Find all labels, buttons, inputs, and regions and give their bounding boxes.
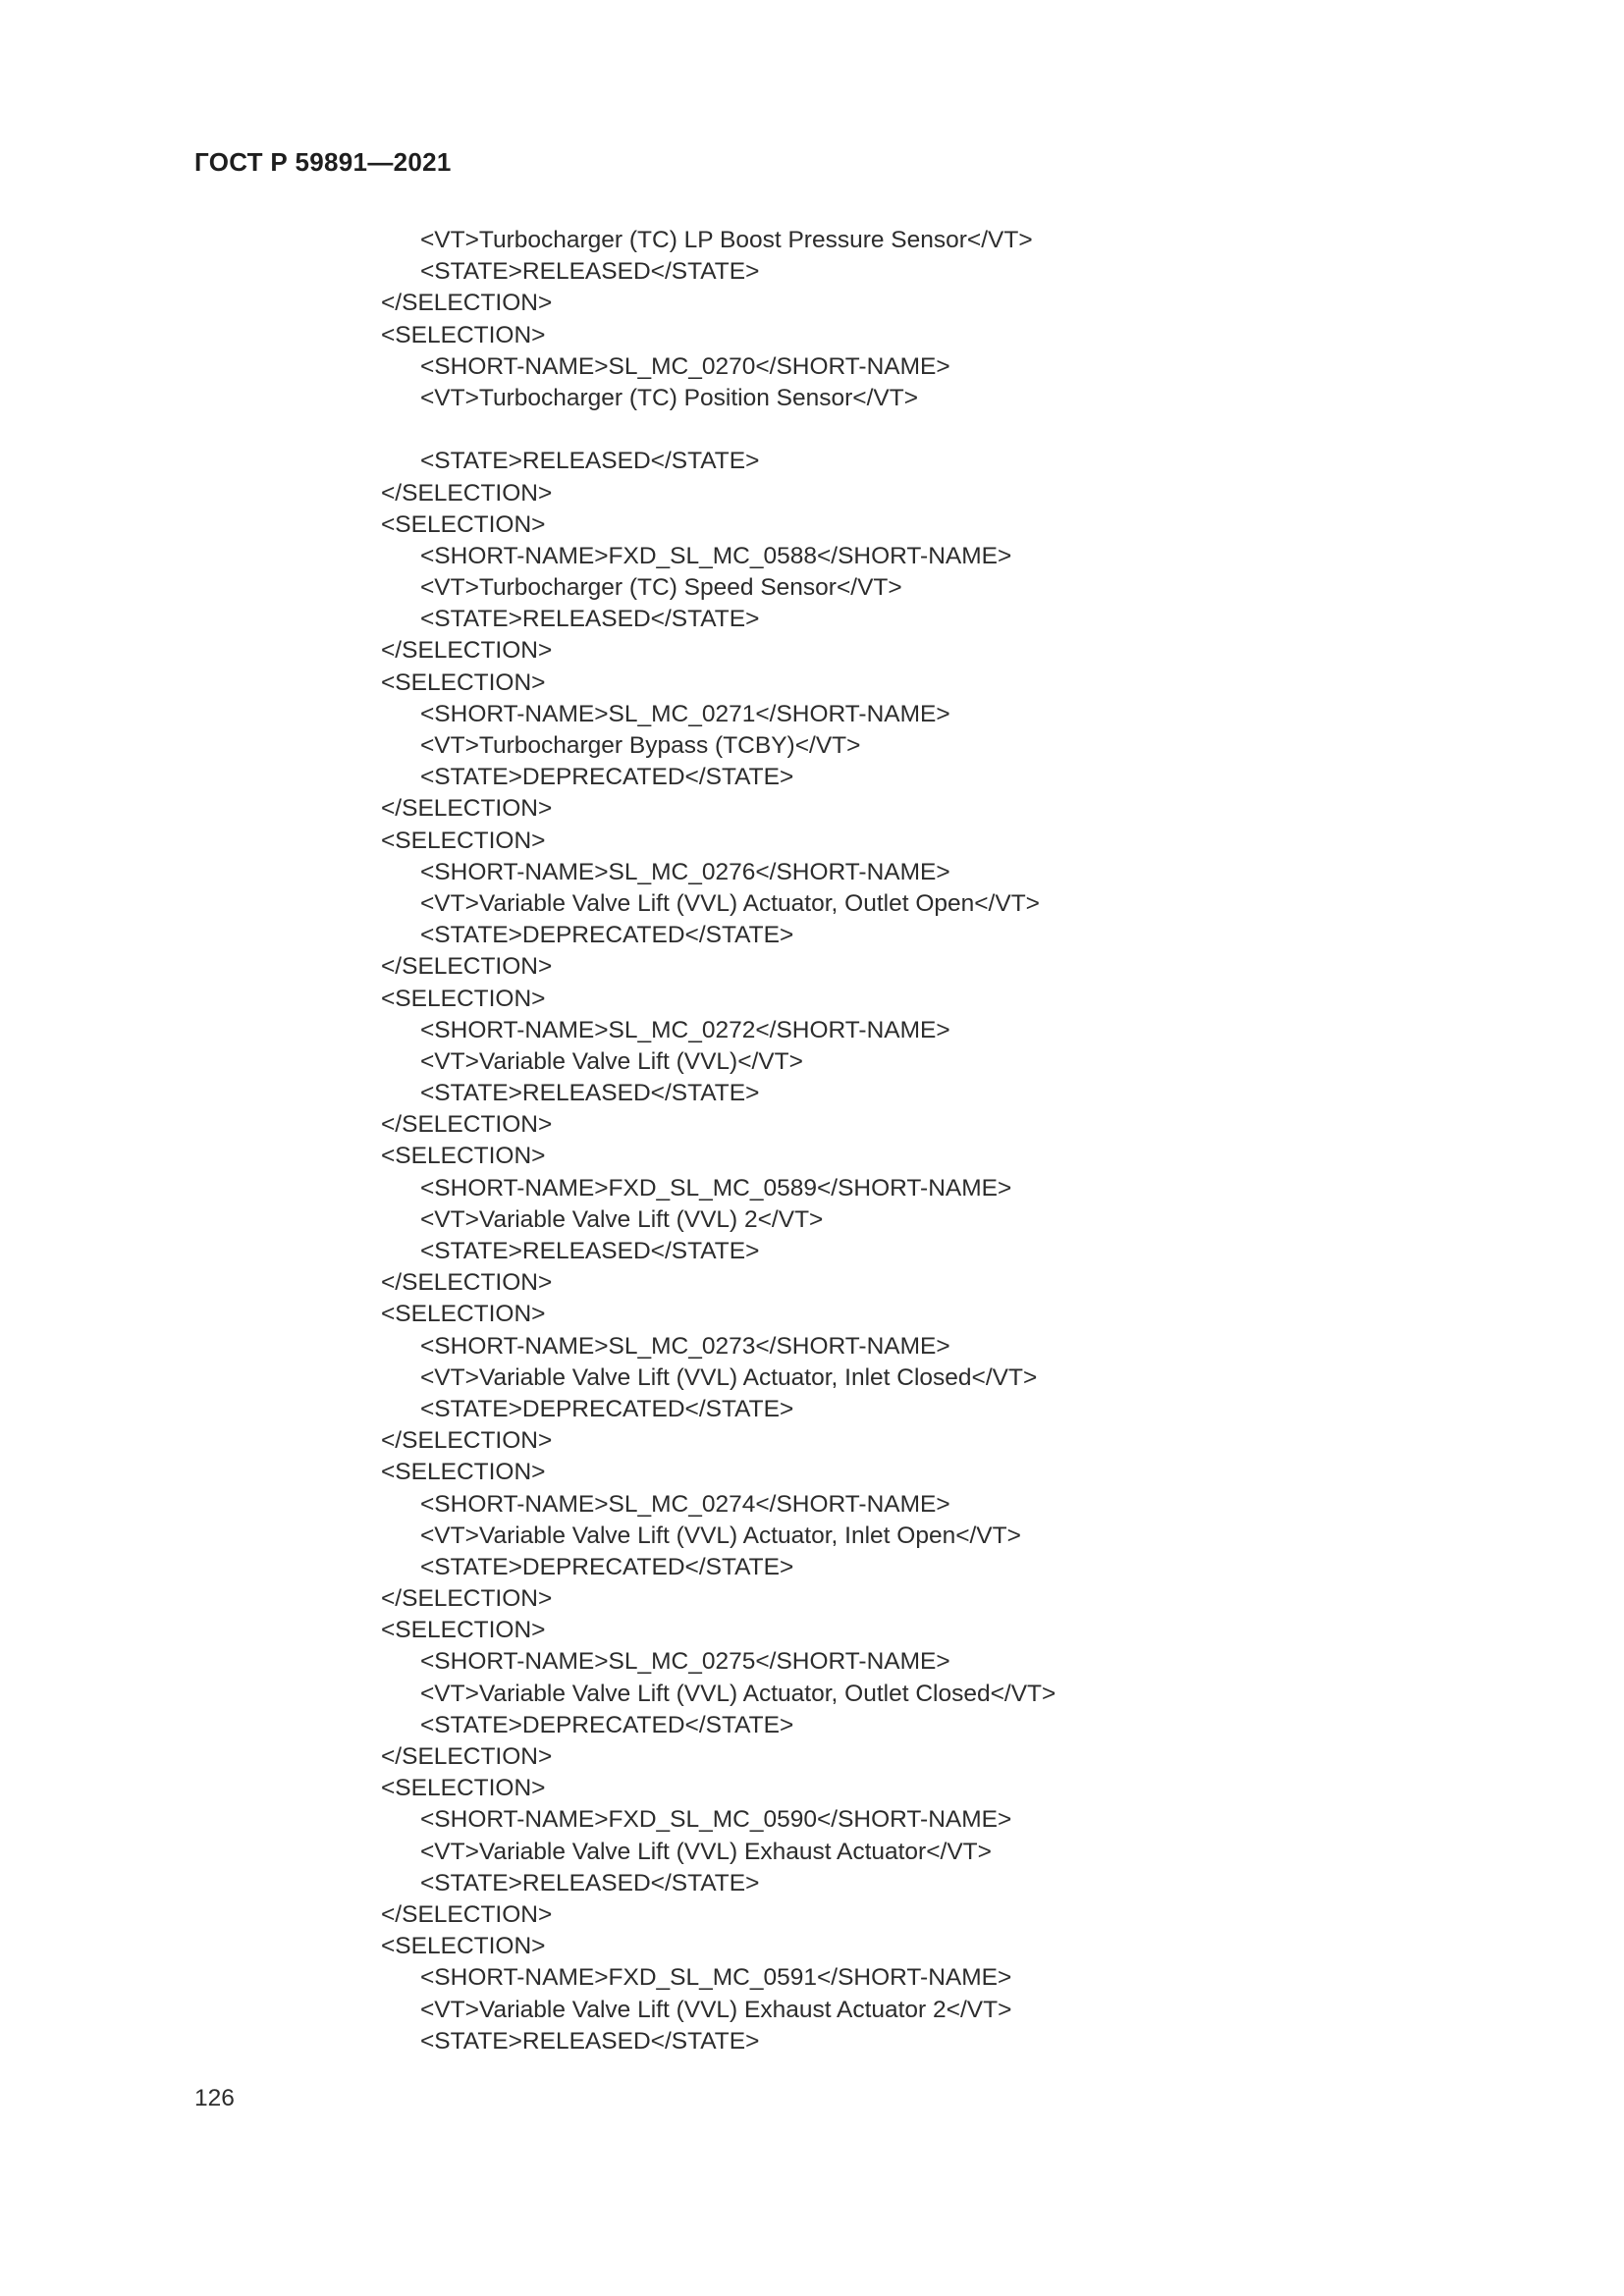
code-line: <SHORT-NAME>SL_MC_0275</SHORT-NAME> xyxy=(420,1648,950,1676)
code-line: <SELECTION> xyxy=(381,1301,546,1328)
code-line: <STATE>DEPRECATED</STATE> xyxy=(420,922,794,949)
code-line: <SHORT-NAME>FXD_SL_MC_0588</SHORT-NAME> xyxy=(420,542,1012,569)
code-line: <SELECTION> xyxy=(381,1775,546,1802)
page-number: 126 xyxy=(194,2085,235,2111)
blank-line xyxy=(381,414,1510,446)
code-line: <SHORT-NAME>FXD_SL_MC_0589</SHORT-NAME> xyxy=(420,1174,1012,1201)
code-line: </SELECTION> xyxy=(381,1427,553,1455)
code-line: <VT>Variable Valve Lift (VVL) Actuator, Outlet Open</VT> xyxy=(420,889,1040,917)
code-line: </SELECTION> xyxy=(381,1111,553,1139)
code-line: <VT>Variable Valve Lift (VVL) 2</VT> xyxy=(420,1205,824,1233)
code-line: <STATE>RELEASED</STATE> xyxy=(420,606,760,633)
code-line: <VT>Turbocharger (TC) Speed Sensor</VT> xyxy=(420,574,902,602)
code-line: <SHORT-NAME>SL_MC_0272</SHORT-NAME> xyxy=(420,1016,950,1043)
code-line: <STATE>DEPRECATED</STATE> xyxy=(420,1395,794,1422)
code-line: <SELECTION> xyxy=(381,827,546,854)
code-line: <VT>Variable Valve Lift (VVL) Exhaust Actuator</VT> xyxy=(420,1838,992,1865)
code-line: <SELECTION> xyxy=(381,1143,546,1170)
code-line: <VT>Turbocharger (TC) Position Sensor</VT> xyxy=(420,384,918,411)
code-line: <STATE>RELEASED</STATE> xyxy=(420,1869,760,1896)
code-line: <VT>Variable Valve Lift (VVL) Exhaust Actuator 2</VT> xyxy=(420,1996,1012,2023)
code-line: </SELECTION> xyxy=(381,637,553,665)
code-line: <SHORT-NAME>FXD_SL_MC_0590</SHORT-NAME> xyxy=(420,1806,1012,1834)
code-line: <STATE>RELEASED</STATE> xyxy=(420,2027,760,2055)
code-line: <VT>Variable Valve Lift (VVL) Actuator, Inlet Closed</VT> xyxy=(420,1363,1038,1391)
code-line: <SHORT-NAME>SL_MC_0273</SHORT-NAME> xyxy=(420,1332,950,1360)
code-line: <VT>Variable Valve Lift (VVL) Actuator, Inlet Open</VT> xyxy=(420,1522,1021,1549)
code-line: </SELECTION> xyxy=(381,479,553,507)
code-line: <STATE>DEPRECATED</STATE> xyxy=(420,1553,794,1580)
code-line: <SHORT-NAME>SL_MC_0276</SHORT-NAME> xyxy=(420,858,950,885)
code-line: <SELECTION> xyxy=(381,1459,546,1486)
code-line: </SELECTION> xyxy=(381,1900,553,1928)
code-line: <STATE>RELEASED</STATE> xyxy=(420,448,760,475)
code-line: <SELECTION> xyxy=(381,510,546,538)
code-line: <STATE>RELEASED</STATE> xyxy=(420,1238,760,1264)
code-line: <VT>Turbocharger Bypass (TCBY)</VT> xyxy=(420,732,861,759)
code-line: <SELECTION> xyxy=(381,668,546,696)
code-line: <SELECTION> xyxy=(381,321,546,348)
code-line: <VT>Variable Valve Lift (VVL)</VT> xyxy=(420,1047,803,1075)
code-line: <STATE>RELEASED</STATE> xyxy=(420,1080,760,1107)
code-line: </SELECTION> xyxy=(381,795,553,823)
code-line: <VT>Variable Valve Lift (VVL) Actuator, Outlet Closed</VT> xyxy=(420,1680,1056,1707)
code-line: <STATE>DEPRECATED</STATE> xyxy=(420,1711,794,1738)
code-line: <SHORT-NAME>SL_MC_0270</SHORT-NAME> xyxy=(420,352,950,380)
code-line: <STATE>RELEASED</STATE> xyxy=(420,258,760,286)
code-line: <SELECTION> xyxy=(381,1933,546,1960)
code-line: </SELECTION> xyxy=(381,1585,553,1613)
document-header: ГОСТ Р 59891—2021 xyxy=(194,147,452,177)
code-line: <SELECTION> xyxy=(381,1617,546,1644)
code-line: </SELECTION> xyxy=(381,1269,553,1297)
xml-code-listing xyxy=(381,225,1510,2057)
code-line: </SELECTION> xyxy=(381,290,553,317)
code-line: </SELECTION> xyxy=(381,953,553,981)
code-line: <SELECTION> xyxy=(381,985,546,1012)
code-line: <SHORT-NAME>SL_MC_0274</SHORT-NAME> xyxy=(420,1490,950,1518)
code-line: <STATE>DEPRECATED</STATE> xyxy=(420,764,794,791)
code-line: </SELECTION> xyxy=(381,1743,553,1770)
code-line: <VT>Turbocharger (TC) LP Boost Pressure Sensor</VT> xyxy=(420,227,1033,253)
code-line: <SHORT-NAME>SL_MC_0271</SHORT-NAME> xyxy=(420,700,950,727)
code-line: <SHORT-NAME>FXD_SL_MC_0591</SHORT-NAME> xyxy=(420,1964,1012,1992)
